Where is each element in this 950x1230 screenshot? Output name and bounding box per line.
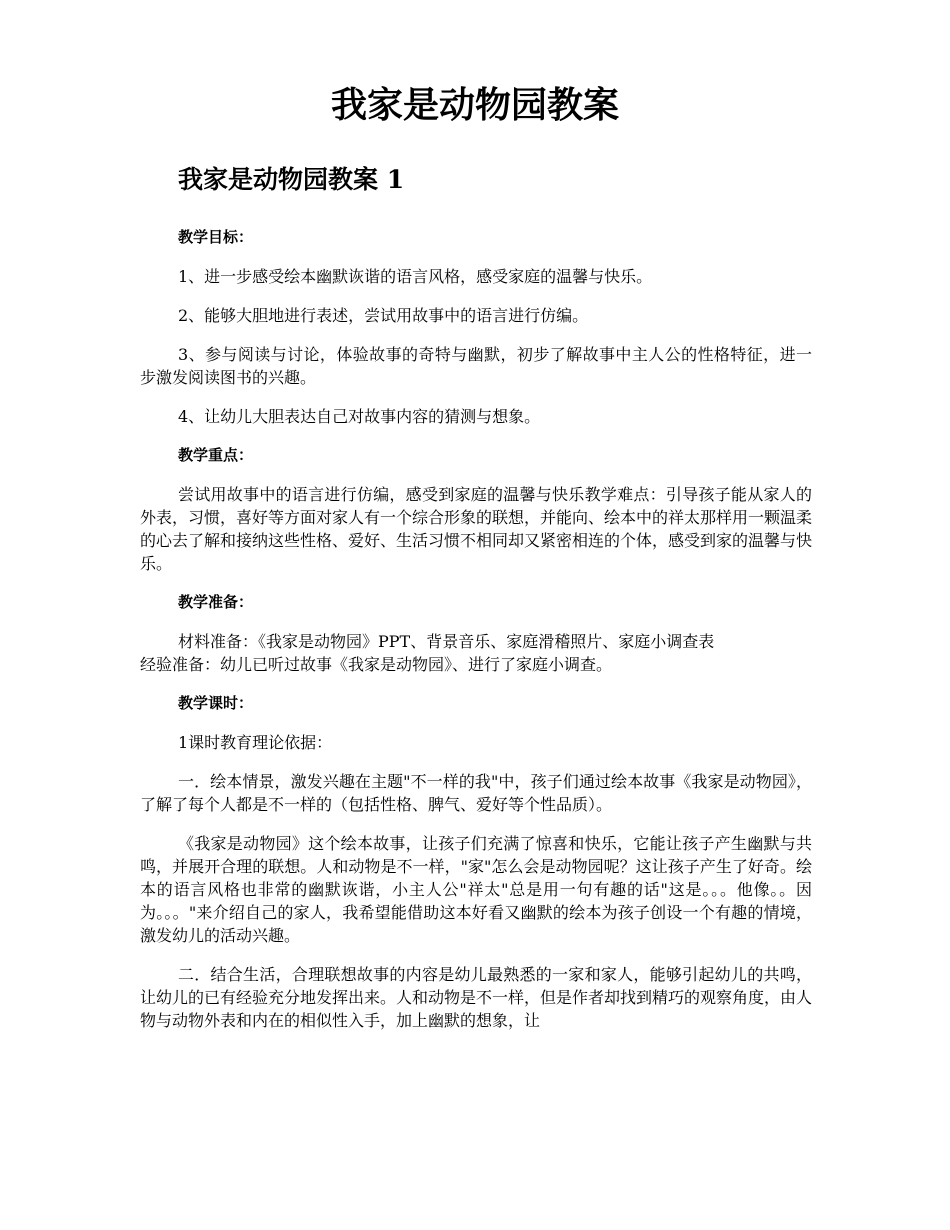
experience-preparation-line: 经验准备：幼儿已听过故事《我家是动物园》、进行了家庭小调查。 — [140, 655, 613, 674]
heading-teaching-hours: 教学课时： — [178, 694, 254, 712]
paragraph-preparation — [140, 630, 812, 676]
heading-teaching-preparation: 教学准备： — [178, 593, 254, 611]
document-body — [140, 226, 812, 1048]
section-title: 我家是动物园教案 1 — [178, 165, 405, 194]
paragraph: 二．结合生活，合理联想故事的内容是幼儿最熟悉的一家和家人，能够引起幼儿的共鸣，让幼儿的已有经验充分地发挥出来。人和动物是不一样，但是作者却找到精巧的观察角度，由人物与动物外表和内在的相似性入手，加上幽默的想象，让 — [140, 965, 813, 1030]
heading-teaching-goals: 教学目标： — [178, 228, 254, 246]
paragraph: 《我家是动物园》这个绘本故事，让孩子们充满了惊喜和快乐，它能让孩子产生幽默与共鸣，并展开合理的联想。人和动物是不一样，"家"怎么会是动物园呢？这让孩子产生了好奇。绘本的语言风格也非常的幽默诙谐，小主人公"祥太"总是用一句有趣的话"这是。。。他像。。因为。。。"来介绍自己的家人，我希望能借助这本好看又幽默的绘本为孩子创设一个有趣的情境，激发幼儿的活动兴趣。 — [140, 834, 812, 945]
paragraph: 4、让幼儿大胆表达自己对故事内容的猜测与想象。 — [178, 407, 541, 426]
paragraph: 3、参与阅读与讨论，体验故事的奇特与幽默，初步了解故事中主人公的性格特征，进一步激发阅读图书的兴趣。 — [140, 345, 812, 387]
material-preparation-line: 材料准备：《我家是动物园》PPT、背景音乐、家庭滑稽照片、家庭小调查表 — [178, 632, 715, 651]
paragraph: 尝试用故事中的语言进行仿编，感受到家庭的温馨与快乐教学难点：引导孩子能从家人的外表，习惯，喜好等方面对家人有一个综合形象的联想，并能向、绘本中的祥太那样用一颗温柔的心去了解和接纳这些性格、爱好、生活习惯不相同却又紧密相连的个体，感受到家的温馨与快乐。 — [140, 485, 813, 573]
paragraph: 2、能够大胆地进行表述，尝试用故事中的语言进行仿编。 — [178, 306, 589, 325]
document-title: 我家是动物园教案 — [330, 84, 619, 126]
paragraph: 1课时教育理论依据： — [178, 733, 333, 752]
paragraph: 一．绘本情景，激发兴趣在主题"不一样的我"中，孩子们通过绘本故事《我家是动物园》，了解了每个人都是不一样的（包括性格、脾气、爱好等个性品质）。 — [140, 772, 812, 814]
paragraph: 1、进一步感受绘本幽默诙谐的语言风格，感受家庭的温馨与快乐。 — [178, 267, 653, 286]
heading-teaching-focus: 教学重点： — [178, 446, 254, 464]
